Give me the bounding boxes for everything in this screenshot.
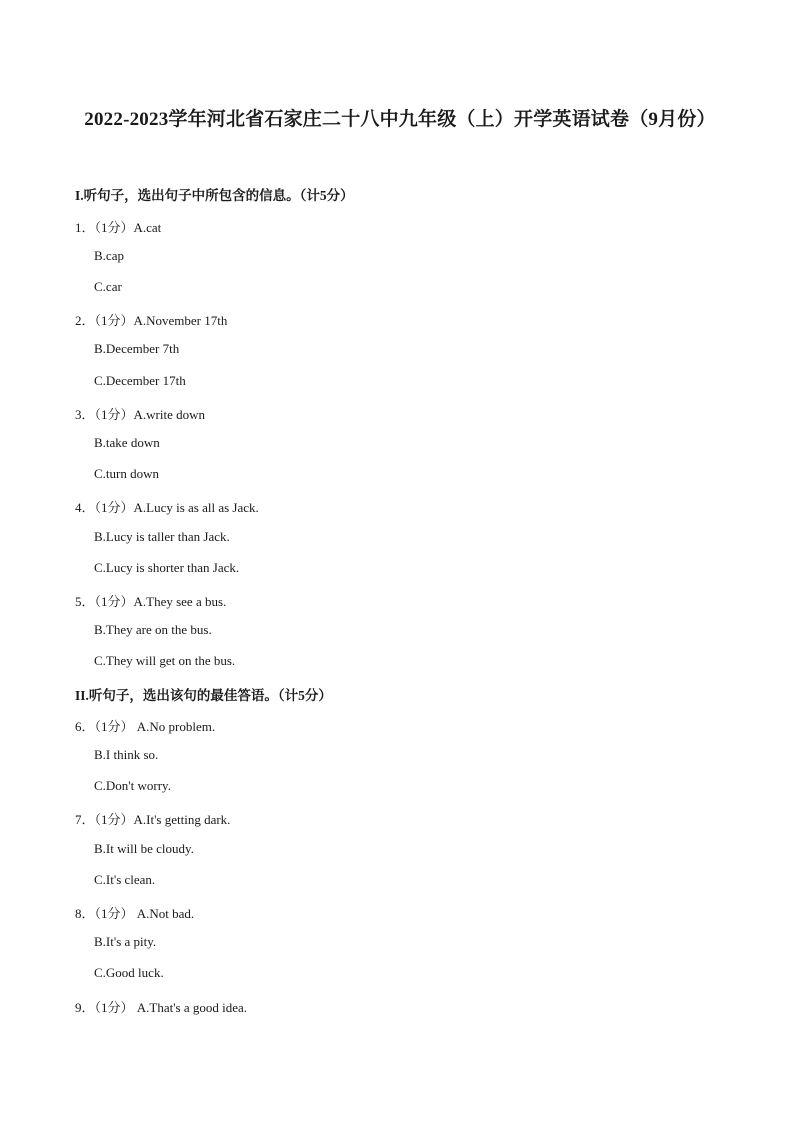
question-7: 7．（1分）A.It's getting dark. <box>75 812 231 827</box>
question-8-option-b: B.It's a pity. <box>94 934 157 949</box>
question-6-option-c: C.Don't worry. <box>94 778 171 793</box>
question-5-option-b: B.They are on the bus. <box>94 622 212 637</box>
question-9: 9．（1分） A.That's a good idea. <box>75 1000 248 1015</box>
page-title: 2022-2023学年河北省石家庄二十八中九年级（上）开学英语试卷（9月份） <box>84 109 716 130</box>
question-8: 8．（1分） A.Not bad. <box>75 906 195 921</box>
question-4: 4．（1分）A.Lucy is as all as Jack. <box>75 500 259 515</box>
question-6-option-b: B.I think so. <box>94 747 159 762</box>
question-4-option-c: C.Lucy is shorter than Jack. <box>94 560 240 575</box>
question-8-option-c: C.Good luck. <box>94 965 164 980</box>
question-1-option-c: C.car <box>94 279 122 294</box>
question-2: 2．（1分）A.November 17th <box>75 313 228 328</box>
question-2-option-b: B.December 7th <box>94 341 180 356</box>
question-2-option-c: C.December 17th <box>94 373 186 388</box>
section-heading-1: I.听句子，选出句子中所包含的信息。（计5分） <box>75 188 354 203</box>
question-3-option-b: B.take down <box>94 435 160 450</box>
question-7-option-c: C.It's clean. <box>94 872 156 887</box>
question-3: 3．（1分）A.write down <box>75 407 205 422</box>
section-heading-2: II.听句子，选出该句的最佳答语。（计5分） <box>75 688 332 703</box>
question-3-option-c: C.turn down <box>94 466 159 481</box>
question-1: 1．（1分）A.cat <box>75 220 162 235</box>
question-6: 6．（1分） A.No problem. <box>75 719 216 734</box>
question-5: 5．（1分）A.They see a bus. <box>75 594 227 609</box>
question-1-option-b: B.cap <box>94 248 124 263</box>
question-4-option-b: B.Lucy is taller than Jack. <box>94 529 230 544</box>
question-5-option-c: C.They will get on the bus. <box>94 653 236 668</box>
question-7-option-b: B.It will be cloudy. <box>94 841 194 856</box>
